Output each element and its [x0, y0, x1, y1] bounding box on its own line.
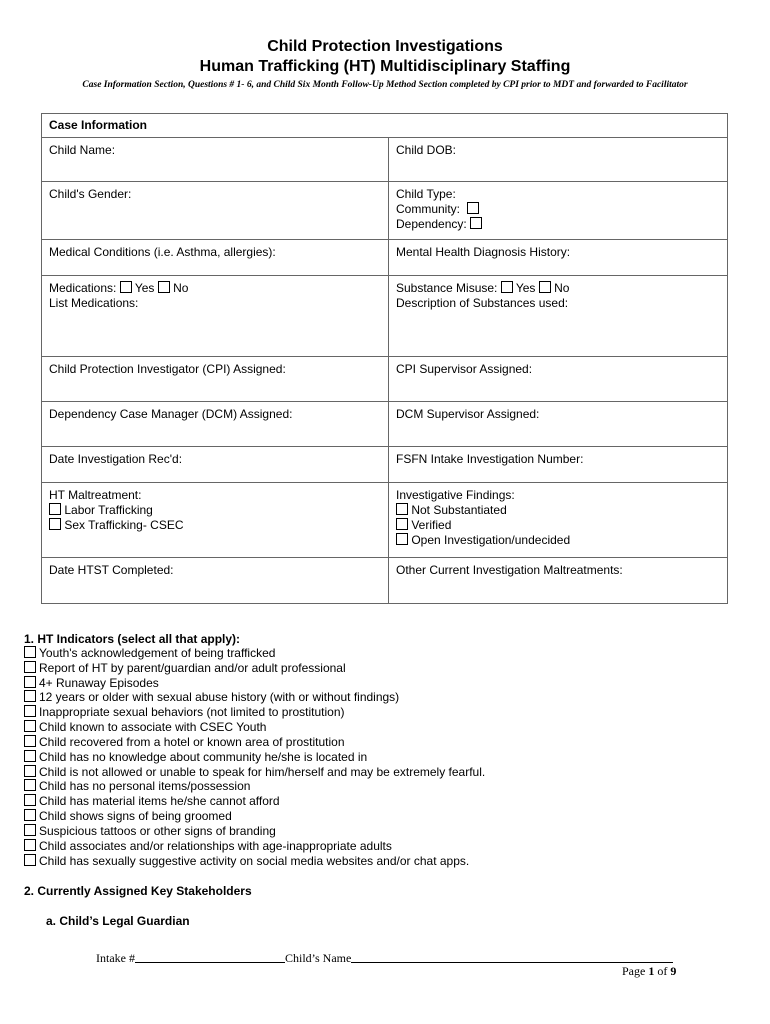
ht-indicator-checkbox[interactable]: [24, 809, 36, 821]
date-investigation-label: Date Investigation Rec'd:: [49, 452, 183, 466]
ht-indicator-label: Child known to associate with CSEC Youth: [39, 720, 267, 735]
sex-trafficking-checkbox[interactable]: [49, 518, 61, 530]
ht-indicator-item: [24, 705, 485, 720]
page-of: of: [657, 964, 668, 978]
ht-indicator-label: Child has no personal items/possession: [39, 779, 251, 794]
verified-label: Verified: [411, 518, 452, 532]
date-htst-field[interactable]: [42, 558, 389, 604]
legal-guardian-heading: a. Child’s Legal Guardian: [46, 914, 190, 928]
date-htst-label: Date HTST Completed:: [49, 563, 174, 577]
ht-indicator-item: [24, 676, 485, 691]
ht-indicator-item: [24, 720, 485, 735]
medications-no-checkbox[interactable]: [158, 281, 170, 293]
ht-indicator-label: Child has no knowledge about community he/she is located in: [39, 749, 368, 764]
ht-maltreatment-label: HT Maltreatment:: [49, 488, 142, 502]
community-checkbox[interactable]: [467, 202, 479, 214]
child-type-field: [389, 182, 728, 240]
ht-indicator-checkbox[interactable]: [24, 824, 36, 836]
ht-indicator-label: Youth's acknowledgement of being trafficked: [39, 646, 276, 660]
ht-indicator-checkbox[interactable]: [24, 705, 36, 717]
form-title-line2: Human Trafficking (HT) Multidisciplinary Staffing: [199, 58, 571, 75]
page-number: [622, 964, 676, 979]
ht-maltreatment-field: [42, 483, 389, 558]
ht-indicator-checkbox[interactable]: [24, 690, 36, 702]
case-information-table: [41, 113, 728, 604]
dependency-label: Dependency:: [396, 217, 467, 231]
cpi-supervisor-label: CPI Supervisor Assigned:: [396, 362, 533, 376]
dcm-assigned-field[interactable]: [42, 402, 389, 447]
mental-health-field[interactable]: [389, 240, 728, 276]
ht-indicator-checkbox[interactable]: [24, 779, 36, 791]
page-total: 9: [670, 964, 677, 978]
dcm-supervisor-label: DCM Supervisor Assigned:: [396, 407, 540, 421]
medications-no-label: No: [173, 281, 189, 295]
child-gender-field[interactable]: [42, 182, 389, 240]
ht-indicator-checkbox[interactable]: [24, 720, 36, 732]
ht-indicators-heading: 1. HT Indicators (select all that apply):: [24, 632, 241, 646]
ht-indicator-item: [24, 824, 485, 839]
ht-indicator-label: Child has material items he/she cannot afford: [39, 794, 280, 809]
investigative-findings-label: Investigative Findings:: [396, 488, 515, 502]
child-name-field[interactable]: [42, 138, 389, 182]
cpi-assigned-field[interactable]: [42, 357, 389, 402]
dcm-assigned-label: Dependency Case Manager (DCM) Assigned:: [49, 407, 293, 421]
ht-indicator-label: Child shows signs of being groomed: [39, 809, 232, 824]
ht-indicator-checkbox[interactable]: [24, 765, 36, 777]
child-dob-label: Child DOB:: [396, 143, 457, 157]
ht-indicator-label: Report of HT by parent/guardian and/or adult professional: [39, 660, 346, 675]
ht-indicator-item: [24, 661, 485, 676]
medications-yes-checkbox[interactable]: [120, 281, 132, 293]
ht-indicator-item: [24, 839, 485, 854]
labor-trafficking-checkbox[interactable]: [49, 503, 61, 515]
cpi-assigned-label: Child Protection Investigator (CPI) Assigned:: [49, 362, 286, 376]
childs-name-line[interactable]: [351, 950, 673, 963]
medications-label: Medications:: [49, 281, 117, 295]
ht-indicator-label: Child recovered from a hotel or known area of prostitution: [39, 734, 345, 749]
open-investigation-label: Open Investigation/undecided: [411, 533, 571, 547]
ht-indicator-item: [24, 690, 485, 705]
substance-misuse-field: [389, 276, 728, 357]
ht-indicator-item: [24, 646, 485, 661]
ht-indicator-item: [24, 794, 485, 809]
not-substantiated-checkbox[interactable]: [396, 503, 408, 515]
other-maltreatments-label: Other Current Investigation Maltreatments:: [396, 563, 623, 577]
page-prefix: Page: [622, 964, 646, 978]
ht-indicator-checkbox[interactable]: [24, 854, 36, 866]
cpi-supervisor-field[interactable]: [389, 357, 728, 402]
ht-indicator-checkbox[interactable]: [24, 750, 36, 762]
ht-indicator-item: [24, 854, 485, 869]
ht-indicator-checkbox[interactable]: [24, 661, 36, 673]
description-substances-label: Description of Substances used:: [396, 296, 569, 310]
medical-conditions-field[interactable]: [42, 240, 389, 276]
medications-yes-label: Yes: [134, 281, 155, 295]
ht-indicator-label: Inappropriate sexual behaviors (not limited to prostitution): [39, 705, 345, 720]
ht-indicator-item: [24, 735, 485, 750]
dependency-checkbox[interactable]: [470, 217, 482, 229]
ht-indicator-item: [24, 750, 485, 765]
fsfn-number-label: FSFN Intake Investigation Number:: [396, 452, 584, 466]
labor-trafficking-label: Labor Trafficking: [64, 503, 153, 517]
ht-indicator-checkbox[interactable]: [24, 646, 36, 658]
ht-indicator-label: Child is not allowed or unable to speak for him/herself and may be extremely fearful.: [39, 764, 486, 779]
ht-indicator-checkbox[interactable]: [24, 794, 36, 806]
substance-yes-checkbox[interactable]: [501, 281, 513, 293]
date-investigation-field[interactable]: [42, 447, 389, 483]
substance-no-checkbox[interactable]: [539, 281, 551, 293]
substance-misuse-label: Substance Misuse:: [396, 281, 498, 295]
ht-indicator-item: [24, 809, 485, 824]
other-maltreatments-field[interactable]: [389, 558, 728, 604]
ht-indicator-item: [24, 765, 485, 780]
case-information-heading: Case Information: [42, 114, 728, 138]
verified-checkbox[interactable]: [396, 518, 408, 530]
ht-indicator-label: 12 years or older with sexual abuse history (with or without findings): [39, 690, 400, 705]
child-type-label: Child Type:: [396, 187, 456, 201]
substance-no-label: No: [554, 281, 570, 295]
ht-indicator-label: Child has sexually suggestive activity on social media websites and/or chat apps.: [39, 853, 470, 868]
form-title: Child Protection Investigations: [267, 38, 503, 55]
ht-indicator-label: 4+ Runaway Episodes: [39, 675, 159, 690]
ht-indicator-checkbox[interactable]: [24, 676, 36, 688]
fsfn-number-field[interactable]: [389, 447, 728, 483]
list-medications-label: List Medications:: [49, 296, 139, 310]
open-investigation-checkbox[interactable]: [396, 533, 408, 545]
ht-indicators-list: [24, 646, 485, 868]
ht-indicator-checkbox[interactable]: [24, 839, 36, 851]
child-gender-label: Child's Gender:: [49, 187, 132, 201]
footer-fields: [96, 950, 673, 966]
childs-name-label: Child’s Name: [284, 951, 352, 965]
page-current: 1: [648, 964, 655, 978]
child-dob-field[interactable]: [389, 138, 728, 182]
ht-indicator-label: Suspicious tattoos or other signs of branding: [39, 823, 276, 838]
dcm-supervisor-field[interactable]: [389, 402, 728, 447]
investigative-findings-field: [389, 483, 728, 558]
medical-conditions-label: Medical Conditions (i.e. Asthma, allergies):: [49, 245, 276, 259]
ht-indicator-label: Child associates and/or relationships with age-inappropriate adults: [39, 838, 392, 853]
medications-field: [42, 276, 389, 357]
intake-number-line[interactable]: [135, 950, 285, 963]
child-name-label: Child Name:: [49, 143, 116, 157]
key-stakeholders-heading: 2. Currently Assigned Key Stakeholders: [24, 884, 252, 898]
mental-health-label: Mental Health Diagnosis History:: [396, 245, 571, 259]
sex-trafficking-label: Sex Trafficking- CSEC: [64, 518, 184, 532]
substance-yes-label: Yes: [515, 281, 536, 295]
community-label: Community:: [396, 202, 461, 216]
form-instructions: Case Information Section, Questions # 1- 6, and Child Six Month Follow-Up Method Section completed by CPI prior to MDT and forwarded to Facilitator: [82, 80, 688, 90]
not-substantiated-label: Not Substantiated: [411, 503, 507, 517]
ht-indicator-item: [24, 779, 485, 794]
ht-indicator-checkbox[interactable]: [24, 735, 36, 747]
intake-label: Intake #: [96, 951, 135, 965]
